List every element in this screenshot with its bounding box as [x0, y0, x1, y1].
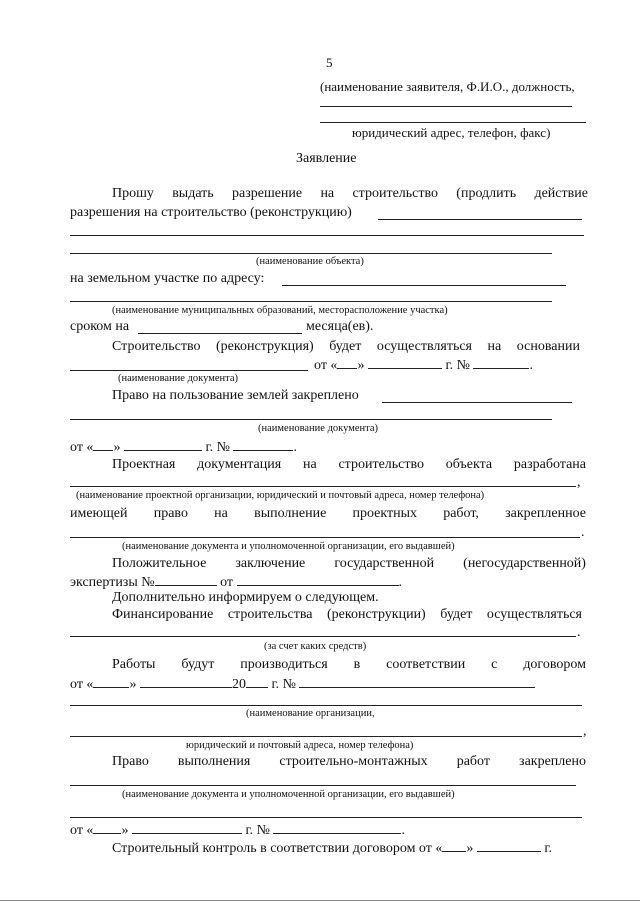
contractor-address-field[interactable]: [70, 736, 582, 737]
page-bottom-edge: [0, 900, 640, 901]
contractor-address-caption: юридический и почтовый адреса, номер телефона): [186, 740, 414, 751]
land-right-label: Право на пользование землей закреплено: [112, 388, 359, 403]
p13-line: Строительный контроль в соответствии договором от « » г.: [112, 841, 553, 856]
p12-from: от « » г. № .: [70, 823, 405, 838]
design-right-caption: (наименование документа и уполномоченной организации, его выдавшей): [122, 541, 455, 552]
address-label: на земельном участке по адресу:: [70, 271, 265, 286]
p11-line1: Работы будут производиться в соответствии с договором: [112, 657, 586, 672]
p6-line1: Проектная документация на строительство объекта разработана: [112, 457, 586, 472]
p11-line2: от « » 20 г. №: [70, 676, 535, 692]
additional-info: Дополнительно информируем о следующем.: [112, 590, 379, 605]
p4-line1: Строительство (реконструкция) будет осуществляться на основании: [112, 339, 580, 354]
design-org-comma: ,: [577, 475, 581, 490]
basis-doc-field[interactable]: [70, 370, 308, 371]
contractor-comma: ,: [583, 724, 587, 739]
term-label: сроком на: [70, 319, 130, 334]
land-right-caption: (наименование документа): [258, 423, 379, 434]
applicant-line-1[interactable]: [320, 106, 572, 107]
p8-line2: экспертизы № от .: [70, 575, 403, 590]
contractor-field[interactable]: [70, 705, 582, 706]
design-org-field[interactable]: [70, 486, 576, 487]
land-caption: (наименование муниципальных образований, месторасположение участка): [112, 305, 448, 316]
construction-right-field[interactable]: [70, 785, 576, 786]
contractor-caption: (наименование организации,: [246, 708, 375, 719]
financing-dot: .: [577, 625, 581, 640]
p1-line2: разрешения на строительство (реконструкцию): [70, 205, 352, 220]
design-org-caption: (наименование проектной организации, юридический и почтовый адреса, номер телефона): [76, 490, 485, 501]
applicant-line-2[interactable]: [320, 122, 586, 123]
object-name-field[interactable]: [378, 219, 582, 220]
p7-line1: имеющей право на выполнение проектных работ, закрепленное: [70, 506, 586, 521]
term-suffix: месяца(ев).: [306, 319, 374, 334]
p5-from: от « » г. № .: [70, 440, 297, 455]
p12-line1: Право выполнения строительно-монтажных работ закреплено: [112, 754, 586, 769]
term-field[interactable]: [138, 333, 302, 334]
financing-caption: (за счет каких средств): [264, 641, 367, 652]
land-address-line-2[interactable]: [70, 301, 552, 302]
design-right-dot: .: [581, 525, 585, 540]
basis-caption: (наименование документа): [118, 373, 239, 384]
applicant-caption: (наименование заявителя, Ф.И.О., должность,: [320, 79, 575, 94]
p10-line1: Финансирование строительства (реконструкции) будет осуществляться: [112, 607, 582, 622]
object-name-line-3[interactable]: [70, 253, 552, 254]
object-name-line-2[interactable]: [70, 235, 584, 236]
document-title: Заявление: [296, 151, 357, 166]
land-right-field[interactable]: [382, 402, 572, 403]
land-address-field[interactable]: [282, 285, 566, 286]
address-caption: юридический адрес, телефон, факс): [352, 125, 551, 140]
design-right-field[interactable]: [70, 537, 580, 538]
land-right-line-2[interactable]: [70, 419, 552, 420]
p8-line1: Положительное заключение государственной (негосударственной): [112, 556, 586, 571]
construction-right-caption: (наименование документа и уполномоченной организации, его выдавшей): [122, 789, 455, 800]
page-number: 5: [326, 55, 333, 70]
construction-right-line-2[interactable]: [70, 817, 582, 818]
p1-line1: Прошу выдать разрешение на строительство (продлить действие: [112, 186, 588, 201]
p4-from: от « » г. № .: [314, 358, 533, 373]
object-caption: (наименование объекта): [256, 256, 364, 267]
financing-field[interactable]: [70, 636, 576, 637]
